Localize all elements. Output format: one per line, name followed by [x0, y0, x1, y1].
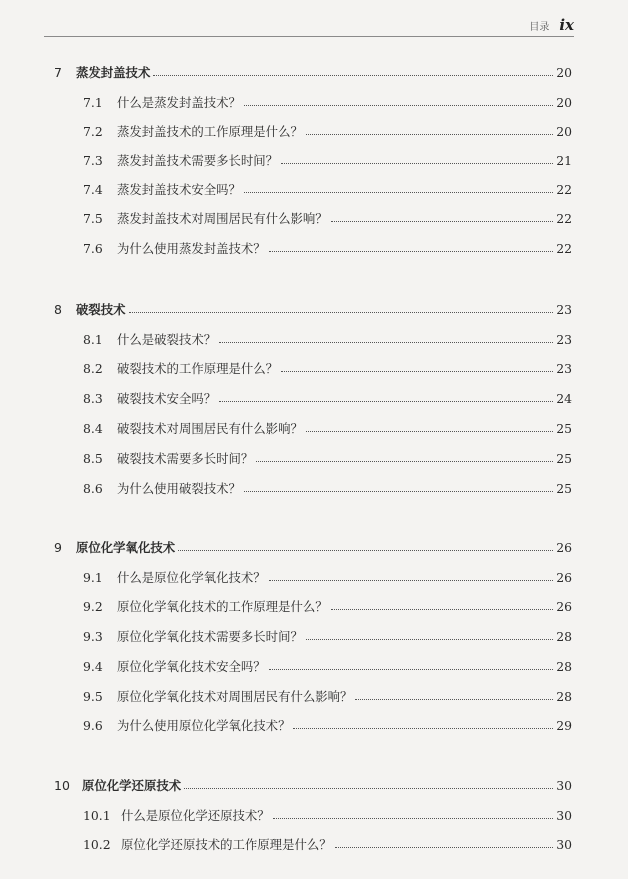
header-label: 目录 — [529, 22, 550, 33]
dot-leader — [178, 550, 553, 551]
toc-title: 原位化学氧化技术需要多长时间？ — [117, 629, 303, 644]
dot-leader — [355, 699, 553, 700]
toc-number: 9.5 — [83, 688, 103, 704]
toc-number: 9.3 — [83, 628, 103, 644]
toc-title: 破裂技术对周围居民有什么影响？ — [117, 421, 303, 436]
toc-title: 破裂技术 — [76, 302, 126, 317]
toc-section-7-6[interactable] — [83, 238, 572, 258]
toc-number: 7.5 — [83, 210, 103, 226]
toc-title: 原位化学氧化技术的工作原理是什么？ — [117, 599, 328, 614]
toc-chapter-10[interactable] — [54, 775, 572, 795]
dot-leader — [219, 342, 553, 343]
toc-title: 破裂技术需要多长时间？ — [117, 451, 254, 466]
dot-leader — [331, 609, 554, 610]
toc-number: 8.3 — [83, 390, 103, 406]
toc-page: 22 — [556, 210, 572, 226]
toc-page: 30 — [556, 836, 572, 852]
toc-section-9-3[interactable] — [83, 626, 572, 646]
toc-number: 9.2 — [83, 598, 103, 614]
toc-page: 25 — [556, 450, 572, 466]
toc-page: 26 — [556, 539, 572, 555]
dot-leader — [281, 371, 553, 372]
toc-title: 原位化学还原技术 — [82, 778, 182, 793]
toc-chapter-8[interactable] — [54, 299, 572, 319]
dot-leader — [269, 580, 554, 581]
dot-leader — [293, 728, 553, 729]
toc-number: 7.6 — [83, 240, 103, 256]
toc-title: 蒸发封盖技术对周围居民有什么影响？ — [117, 211, 328, 226]
toc-title: 破裂技术的工作原理是什么？ — [117, 361, 279, 376]
toc-number: 8 — [54, 301, 62, 317]
dot-leader — [244, 105, 553, 106]
dot-leader — [184, 788, 553, 789]
dot-leader — [256, 461, 553, 462]
toc-title: 蒸发封盖技术需要多长时间？ — [117, 153, 279, 168]
toc-page: 25 — [556, 420, 572, 436]
toc-title: 原位化学氧化技术安全吗？ — [117, 659, 266, 674]
toc-number: 10 — [54, 777, 70, 793]
toc-number: 8.6 — [83, 480, 103, 496]
toc-page: 26 — [556, 598, 572, 614]
toc-page: 28 — [556, 628, 572, 644]
toc-number: 9.4 — [83, 658, 103, 674]
dot-leader — [269, 669, 554, 670]
toc-section-8-4[interactable] — [83, 418, 572, 438]
toc-number: 9.1 — [83, 569, 103, 585]
toc-section-8-3[interactable] — [83, 388, 572, 408]
toc-section-9-2[interactable] — [83, 596, 572, 616]
toc-title: 什么是蒸发封盖技术？ — [117, 95, 241, 110]
toc-title: 破裂技术安全吗？ — [117, 391, 217, 406]
toc-title: 为什么使用破裂技术？ — [117, 481, 241, 496]
toc-title: 什么是原位化学氧化技术？ — [117, 570, 266, 585]
toc-page: 21 — [556, 152, 572, 168]
toc-title: 什么是原位化学还原技术？ — [121, 808, 270, 823]
dot-leader — [281, 163, 553, 164]
toc-section-7-5[interactable] — [83, 208, 572, 228]
toc-number: 8.1 — [83, 331, 103, 347]
toc-section-10-2[interactable] — [83, 834, 572, 854]
toc-number: 8.2 — [83, 360, 103, 376]
dot-leader — [153, 75, 553, 76]
toc-title: 原位化学还原技术的工作原理是什么？ — [121, 837, 332, 852]
dot-leader — [331, 221, 554, 222]
toc-number: 7 — [54, 64, 62, 80]
toc-page: 23 — [556, 331, 572, 347]
toc-number: 7.3 — [83, 152, 103, 168]
dot-leader — [244, 491, 553, 492]
toc-number: 7.4 — [83, 181, 103, 197]
dot-leader — [273, 818, 554, 819]
toc-title: 为什么使用原位化学氧化技术？ — [117, 718, 291, 733]
header-right — [529, 16, 574, 34]
dot-leader — [219, 401, 553, 402]
dot-leader — [306, 639, 553, 640]
page-number: ix — [559, 16, 574, 34]
toc-chapter-9[interactable] — [54, 537, 572, 557]
toc-section-9-4[interactable] — [83, 656, 572, 676]
toc-section-7-3[interactable] — [83, 150, 572, 170]
toc-section-8-6[interactable] — [83, 478, 572, 498]
toc-page: 25 — [556, 480, 572, 496]
toc-number: 8.4 — [83, 420, 103, 436]
dot-leader — [335, 847, 554, 848]
toc-page: 20 — [556, 64, 572, 80]
toc-section-10-1[interactable] — [83, 805, 572, 825]
toc-section-8-2[interactable] — [83, 358, 572, 378]
toc-number: 8.5 — [83, 450, 103, 466]
toc-number: 9.6 — [83, 717, 103, 733]
toc-page: 23 — [556, 301, 572, 317]
toc-title: 原位化学氧化技术 — [76, 540, 176, 555]
toc-page: 23 — [556, 360, 572, 376]
toc-page: 20 — [556, 94, 572, 110]
toc-title: 原位化学氧化技术对周围居民有什么影响？ — [117, 689, 353, 704]
toc-page: 30 — [556, 777, 572, 793]
toc-page: 28 — [556, 688, 572, 704]
toc-title: 什么是破裂技术？ — [117, 332, 217, 347]
toc-page: 28 — [556, 658, 572, 674]
dot-leader — [244, 192, 553, 193]
toc-page: 20 — [556, 123, 572, 139]
toc-page: 30 — [556, 807, 572, 823]
toc-title: 为什么使用蒸发封盖技术？ — [117, 241, 266, 256]
toc-title: 蒸发封盖技术 — [76, 65, 151, 80]
toc-number: 7.2 — [83, 123, 103, 139]
toc-section-8-5[interactable] — [83, 448, 572, 468]
toc-title: 蒸发封盖技术的工作原理是什么？ — [117, 124, 303, 139]
toc-number: 10.2 — [83, 836, 111, 852]
running-header — [44, 14, 574, 37]
dot-leader — [306, 134, 553, 135]
toc-chapter-7[interactable] — [54, 62, 572, 82]
toc-section-9-1[interactable] — [83, 567, 572, 587]
dot-leader — [306, 431, 553, 432]
toc-page: 22 — [556, 181, 572, 197]
toc-page: 26 — [556, 569, 572, 585]
toc-page: 29 — [556, 717, 572, 733]
dot-leader — [129, 312, 554, 313]
toc-number: 10.1 — [83, 807, 111, 823]
toc-section-7-4[interactable] — [83, 179, 572, 199]
toc-section-8-1[interactable] — [83, 329, 572, 349]
toc-page: 22 — [556, 240, 572, 256]
toc-number: 9 — [54, 539, 62, 555]
toc-section-9-5[interactable] — [83, 686, 572, 706]
toc-title: 蒸发封盖技术安全吗？ — [117, 182, 241, 197]
toc-page: 24 — [556, 390, 572, 406]
toc-section-9-6[interactable] — [83, 715, 572, 735]
toc-number: 7.1 — [83, 94, 103, 110]
toc-section-7-1[interactable] — [83, 92, 572, 112]
dot-leader — [269, 251, 554, 252]
toc-section-7-2[interactable] — [83, 121, 572, 141]
